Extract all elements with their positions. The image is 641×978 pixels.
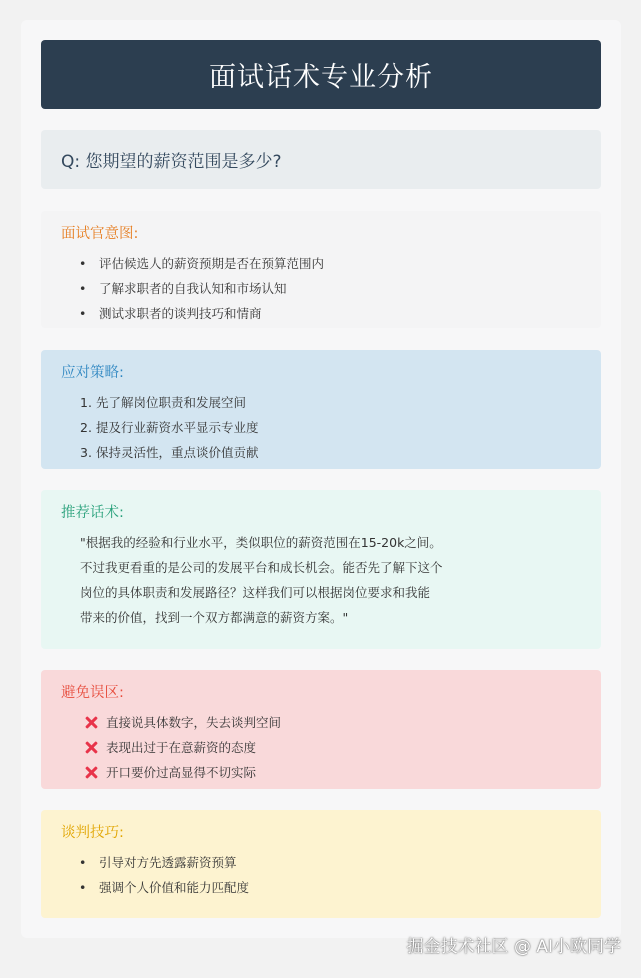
intent-card bbox=[41, 211, 601, 328]
list-number: 2. bbox=[80, 420, 92, 435]
list-item: 直接说具体数字，失去谈判空间 bbox=[61, 710, 581, 735]
cross-icon bbox=[85, 766, 98, 779]
script-line: 不过我更看重的是公司的发展平台和成长机会。能否先了解下这个 bbox=[80, 560, 443, 575]
bullet-icon: • bbox=[79, 281, 87, 296]
cross-icon bbox=[85, 716, 98, 729]
script-line: 带来的价值，找到一个双方都满意的薪资方案。" bbox=[80, 610, 349, 625]
page-title: 面试话术专业分析 bbox=[41, 40, 601, 109]
script-card bbox=[41, 490, 601, 649]
strategy-heading: 应对策略: bbox=[61, 365, 124, 381]
script-quote bbox=[61, 530, 581, 630]
avoid-card bbox=[41, 670, 601, 789]
list-item: 1. 先了解岗位职责和发展空间 bbox=[61, 390, 581, 415]
bullet-icon: • bbox=[79, 306, 87, 321]
avoid-heading: 避免误区: bbox=[61, 685, 124, 701]
cross-icon bbox=[85, 741, 98, 754]
list-item: 3. 保持灵活性，重点谈价值贡献 bbox=[61, 440, 581, 465]
strategy-list bbox=[61, 390, 581, 465]
content-panel bbox=[21, 20, 621, 938]
list-item: • 测试求职者的谈判技巧和情商 bbox=[61, 301, 581, 326]
list-item: • 了解求职者的自我认知和市场认知 bbox=[61, 276, 581, 301]
script-line: 岗位的具体职责和发展路径？这样我们可以根据岗位要求和我能 bbox=[80, 585, 431, 600]
bullet-icon: • bbox=[79, 880, 87, 895]
watermark: 掘金技术社区 @ AI小欧同学 bbox=[406, 937, 621, 957]
bullet-icon: • bbox=[79, 855, 87, 870]
list-item: 2. 提及行业薪资水平显示专业度 bbox=[61, 415, 581, 440]
avoid-list bbox=[61, 710, 581, 785]
intent-heading: 面试官意图: bbox=[61, 226, 139, 242]
tips-heading: 谈判技巧: bbox=[61, 825, 124, 841]
list-item: • 强调个人价值和能力匹配度 bbox=[61, 875, 581, 900]
list-item: 表现出过于在意薪资的态度 bbox=[61, 735, 581, 760]
list-item: 开口要价过高显得不切实际 bbox=[61, 760, 581, 785]
list-item: • 引导对方先透露薪资预算 bbox=[61, 850, 581, 875]
tips-card bbox=[41, 810, 601, 918]
list-item: • 评估候选人的薪资预期是否在预算范围内 bbox=[61, 251, 581, 276]
tips-list bbox=[61, 850, 581, 900]
strategy-card bbox=[41, 350, 601, 469]
question-box bbox=[41, 130, 601, 189]
script-heading: 推荐话术: bbox=[61, 505, 124, 521]
bullet-icon: • bbox=[79, 256, 87, 271]
list-number: 1. bbox=[80, 395, 92, 410]
intent-list bbox=[61, 251, 581, 326]
script-line: "根据我的经验和行业水平，类似职位的薪资范围在15-20k之间。 bbox=[80, 535, 442, 550]
question-text: Q: 您期望的薪资范围是多少? bbox=[61, 152, 282, 172]
list-number: 3. bbox=[80, 445, 92, 460]
